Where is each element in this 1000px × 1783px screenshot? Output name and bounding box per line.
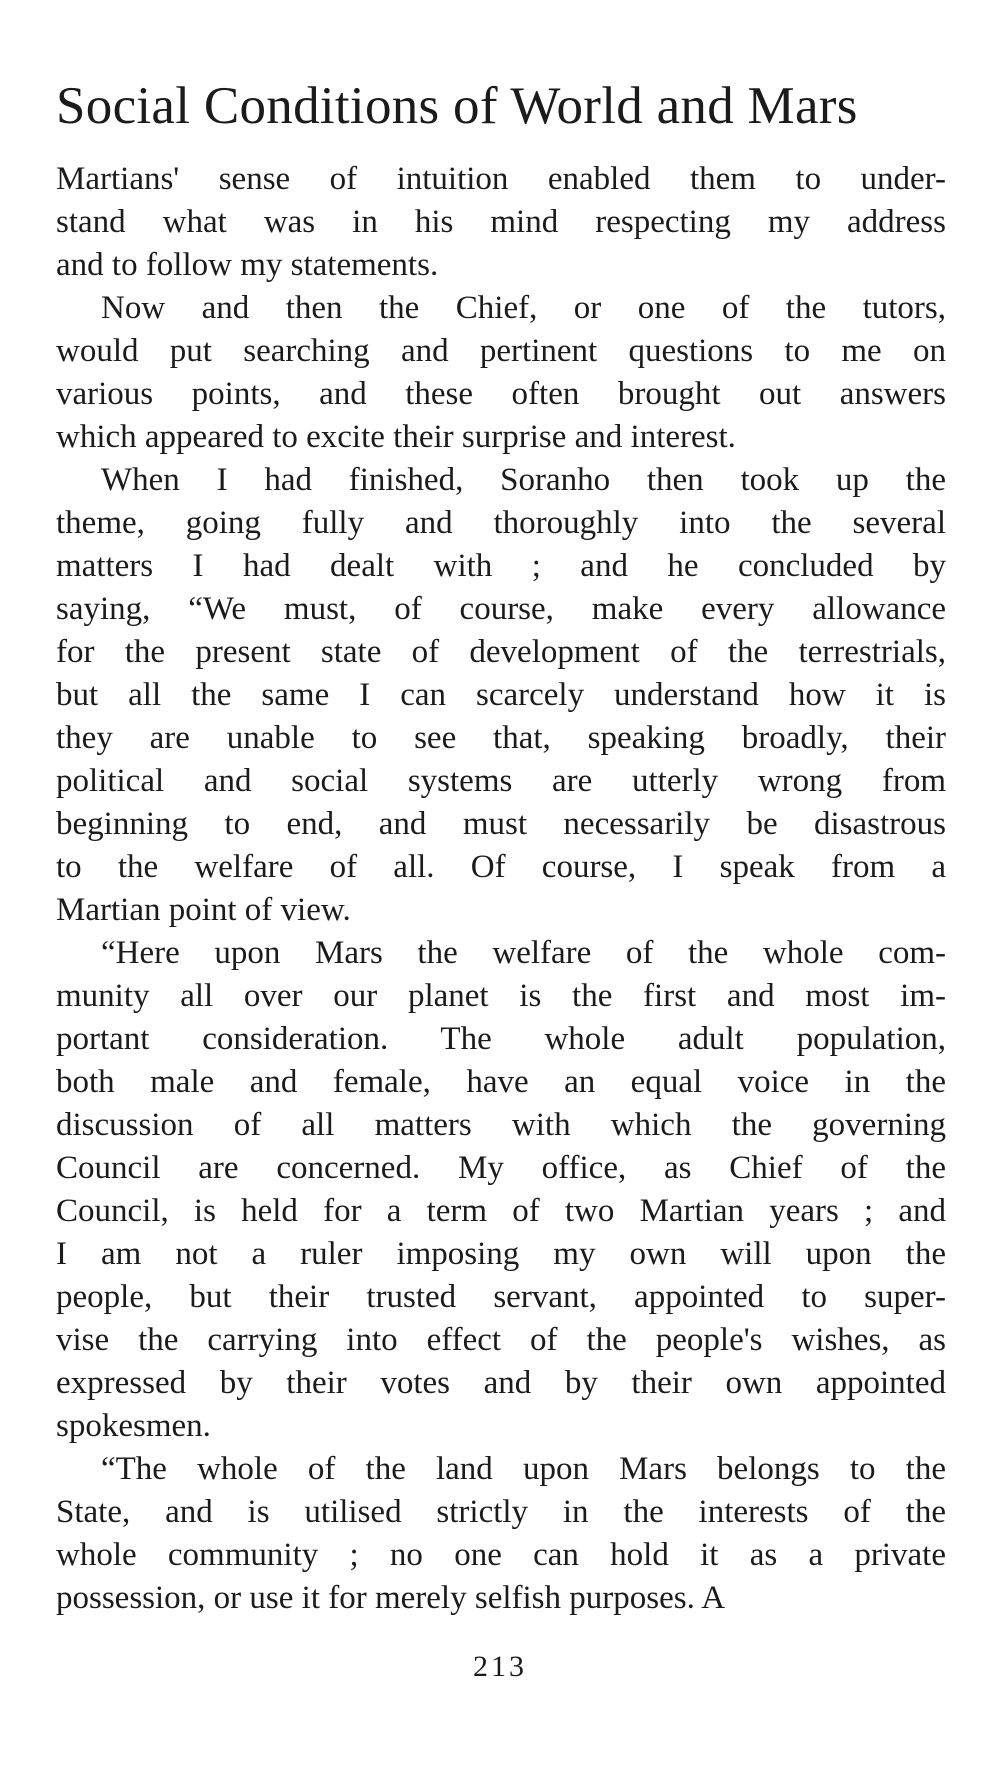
paragraph — [56, 158, 946, 287]
text-line: possession, or use it for merely selfish purposes. A — [56, 1580, 726, 1616]
text-line: both male and female, have an equal voice in the — [56, 1064, 946, 1100]
paragraph — [56, 459, 946, 932]
paragraph — [56, 287, 946, 459]
text-line: for the present state of development of the terrestrials, — [56, 634, 946, 670]
text-line: spokesmen. — [56, 1408, 211, 1444]
text-line: people, but their trusted servant, appointed to super- — [56, 1279, 946, 1315]
paragraph — [56, 1448, 946, 1620]
paragraph — [56, 932, 946, 1448]
text-line: theme, going fully and thoroughly into the several — [56, 505, 946, 541]
text-line: discussion of all matters with which the governing — [56, 1107, 946, 1143]
text-body — [56, 158, 946, 1620]
text-line: and to follow my statements. — [56, 247, 439, 283]
text-line: stand what was in his mind respecting my address — [56, 204, 946, 240]
text-line: munity all over our planet is the first and most im- — [56, 978, 946, 1014]
text-line: Martians' sense of intuition enabled them to under- — [56, 161, 946, 197]
text-line: State, and is utilised strictly in the interests of the — [56, 1494, 946, 1530]
page-body — [56, 74, 946, 1620]
text-line: which appeared to excite their surprise and interest. — [56, 419, 736, 455]
text-line: vise the carrying into effect of the people's wishes, as — [56, 1322, 946, 1358]
text-line: Council, is held for a term of two Martian years ; and — [56, 1193, 946, 1229]
text-line: but all the same I can scarcely understand how it is — [56, 677, 946, 713]
text-line: “Here upon Mars the welfare of the whole com- — [101, 935, 946, 971]
text-line: Martian point of view. — [56, 892, 351, 928]
text-line: “The whole of the land upon Mars belongs to the — [101, 1451, 946, 1487]
text-line: political and social systems are utterly wrong from — [56, 763, 946, 799]
text-line: expressed by their votes and by their own appointed — [56, 1365, 946, 1401]
text-line: When I had finished, Soranho then took up the — [101, 462, 946, 498]
text-line: various points, and these often brought out answers — [56, 376, 946, 412]
text-line: Now and then the Chief, or one of the tutors, — [101, 290, 946, 326]
text-line: Council are concerned. My office, as Chief of the — [56, 1150, 946, 1186]
text-line: would put searching and pertinent questions to me on — [56, 333, 946, 369]
text-line: to the welfare of all. Of course, I speak from a — [56, 849, 946, 885]
text-line: saying, “We must, of course, make every allowance — [56, 591, 946, 627]
running-head: Social Conditions of World and Mars — [56, 77, 858, 135]
text-line: matters I had dealt with ; and he concluded by — [56, 548, 946, 584]
text-line: beginning to end, and must necessarily be disastrous — [56, 806, 946, 842]
text-line: whole community ; no one can hold it as a private — [56, 1537, 946, 1573]
page-number: 213 — [473, 1650, 527, 1683]
text-line: they are unable to see that, speaking broadly, their — [56, 720, 946, 756]
text-line: I am not a ruler imposing my own will upon the — [56, 1236, 946, 1272]
text-line: portant consideration. The whole adult population, — [56, 1021, 946, 1057]
